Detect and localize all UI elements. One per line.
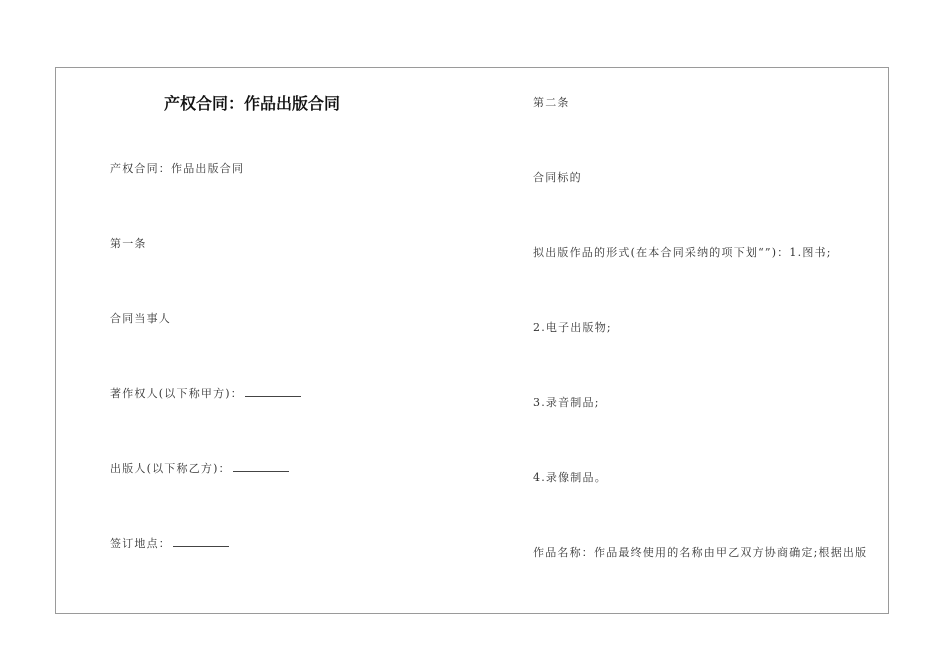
article-1-heading: 第一条 xyxy=(110,237,147,250)
publisher-label: 出版人(以下称乙方)： xyxy=(110,462,231,475)
form-item-3: 3.录音制品; xyxy=(533,396,600,409)
subject-heading: 合同标的 xyxy=(533,171,582,184)
document-title: 产权合同：作品出版合同 xyxy=(164,94,341,113)
contract-subtitle: 产权合同：作品出版合同 xyxy=(110,162,245,175)
author-label: 著作权人(以下称甲方)： xyxy=(110,387,243,400)
work-name-line: 作品名称：作品最终使用的名称由甲乙双方协商确定;根据出版 xyxy=(533,546,868,559)
form-item-2: 2.电子出版物; xyxy=(533,321,612,334)
document-page xyxy=(55,67,889,614)
parties-heading: 合同当事人 xyxy=(110,312,171,325)
publisher-line xyxy=(110,460,289,476)
publisher-blank xyxy=(233,462,289,472)
form-line: 拟出版作品的形式(在本合同采纳的项下划“”)：1.图书; xyxy=(533,246,832,259)
place-line xyxy=(110,535,229,551)
author-line xyxy=(110,385,301,401)
author-blank xyxy=(245,387,301,397)
form-item-4: 4.录像制品。 xyxy=(533,471,607,484)
article-2-heading: 第二条 xyxy=(533,96,570,109)
place-label: 签订地点： xyxy=(110,537,171,550)
place-blank xyxy=(173,537,229,547)
